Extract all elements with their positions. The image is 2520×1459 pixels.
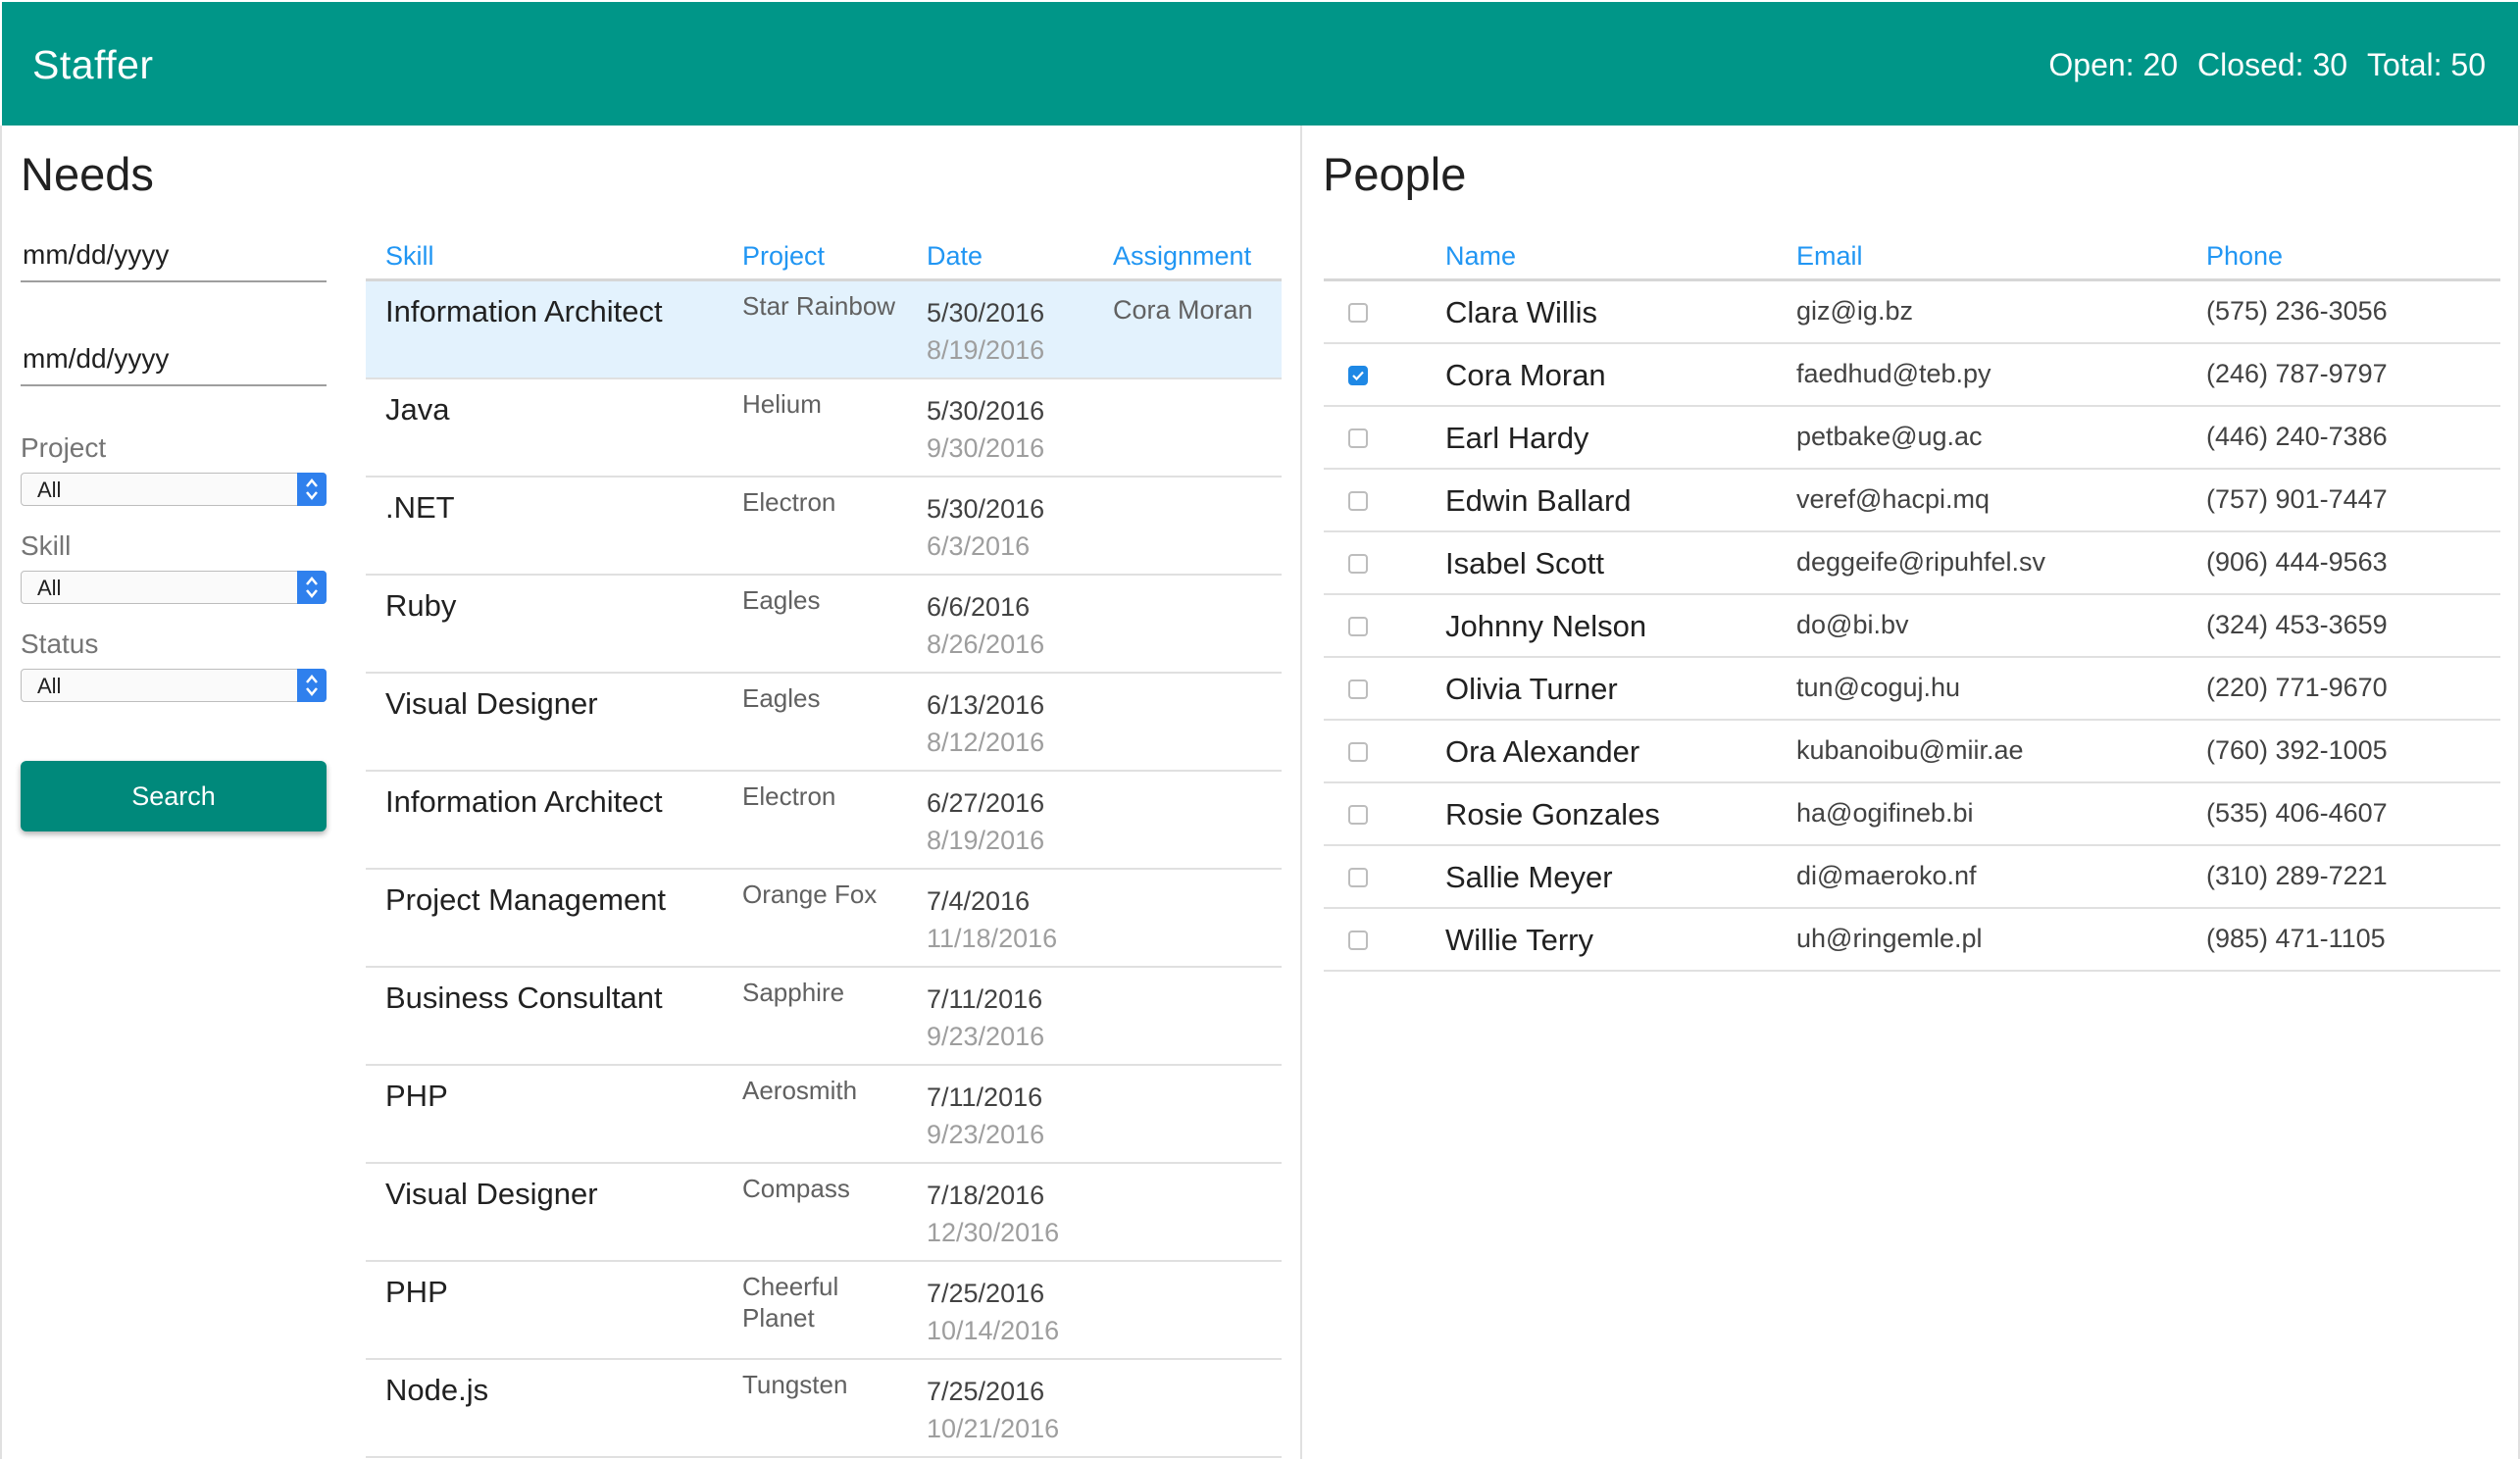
need-end-date: 10/21/2016 bbox=[927, 1414, 1060, 1443]
skill-filter-label: Skill bbox=[21, 530, 72, 561]
skill-select-value: All bbox=[37, 576, 62, 600]
end-date-field[interactable] bbox=[21, 333, 327, 386]
need-end-date: 9/23/2016 bbox=[927, 1022, 1045, 1051]
needs-title: Needs bbox=[21, 148, 154, 200]
needs-row[interactable] bbox=[366, 674, 1282, 772]
people-row[interactable] bbox=[1324, 470, 2500, 532]
checkbox-checked[interactable] bbox=[1348, 366, 1368, 385]
need-project: Compass bbox=[742, 1174, 850, 1203]
need-start-date: 7/11/2016 bbox=[927, 984, 1043, 1014]
checkbox[interactable] bbox=[1348, 554, 1368, 574]
need-skill: Node.js bbox=[385, 1373, 489, 1407]
person-name: Ora Alexander bbox=[1445, 734, 1640, 769]
need-start-date: 7/11/2016 bbox=[927, 1082, 1043, 1112]
pane-divider bbox=[1300, 126, 1302, 1459]
checkbox[interactable] bbox=[1348, 742, 1368, 762]
need-start-date: 7/18/2016 bbox=[927, 1181, 1045, 1210]
person-email: faedhud@teb.py bbox=[1796, 359, 1991, 388]
need-end-date: 9/23/2016 bbox=[927, 1120, 1045, 1149]
people-row[interactable] bbox=[1324, 846, 2500, 909]
needs-col-skill[interactable]: Skill bbox=[385, 241, 434, 271]
people-row[interactable] bbox=[1324, 407, 2500, 470]
need-start-date: 5/30/2016 bbox=[927, 396, 1045, 426]
need-project: Eagles bbox=[742, 683, 821, 713]
need-start-date: 7/25/2016 bbox=[927, 1377, 1045, 1406]
person-email: petbake@ug.ac bbox=[1796, 422, 1983, 451]
need-end-date: 12/30/2016 bbox=[927, 1218, 1060, 1247]
need-end-date: 8/12/2016 bbox=[927, 728, 1045, 757]
person-email: deggeife@ripuhfel.sv bbox=[1796, 547, 2046, 577]
need-skill: PHP bbox=[385, 1079, 448, 1113]
need-skill: Information Architect bbox=[385, 784, 663, 819]
needs-row[interactable] bbox=[366, 379, 1282, 478]
person-name: Sallie Meyer bbox=[1445, 860, 1613, 894]
people-col-name[interactable]: Name bbox=[1445, 241, 1517, 271]
checkbox[interactable] bbox=[1348, 931, 1368, 950]
people-row[interactable] bbox=[1324, 783, 2500, 846]
person-email: kubanoibu@miir.ae bbox=[1796, 735, 2024, 765]
select-arrows-icon bbox=[297, 669, 327, 702]
needs-row[interactable] bbox=[366, 1066, 1282, 1164]
need-project: Eagles bbox=[742, 585, 821, 615]
need-start-date: 6/27/2016 bbox=[927, 788, 1045, 818]
person-name: Edwin Ballard bbox=[1445, 483, 1632, 518]
needs-row[interactable] bbox=[366, 281, 1282, 379]
people-row[interactable] bbox=[1324, 721, 2500, 783]
project-select[interactable] bbox=[21, 473, 327, 506]
select-arrows-icon bbox=[297, 473, 327, 506]
need-skill: Visual Designer bbox=[385, 686, 598, 721]
person-email: tun@coguj.hu bbox=[1796, 673, 1961, 702]
checkbox[interactable] bbox=[1348, 303, 1368, 323]
checkbox[interactable] bbox=[1348, 805, 1368, 825]
need-start-date: 7/25/2016 bbox=[927, 1279, 1045, 1308]
need-skill: Visual Designer bbox=[385, 1177, 598, 1211]
person-email: ha@ogifineb.bi bbox=[1796, 798, 1974, 828]
need-project: Helium bbox=[742, 389, 822, 419]
select-arrows-icon bbox=[297, 571, 327, 604]
status-filter-label: Status bbox=[21, 629, 99, 659]
need-project: Orange Fox bbox=[742, 880, 878, 909]
need-start-date: 5/30/2016 bbox=[927, 298, 1045, 327]
person-email: di@maeroko.nf bbox=[1796, 861, 1977, 890]
person-phone: (446) 240-7386 bbox=[2206, 422, 2388, 451]
needs-col-project[interactable]: Project bbox=[742, 241, 826, 271]
stats-summary bbox=[2048, 43, 2486, 86]
people-row[interactable] bbox=[1324, 909, 2500, 972]
need-project: Electron bbox=[742, 781, 836, 811]
person-email: veref@hacpi.mq bbox=[1796, 484, 1990, 514]
status-select[interactable] bbox=[21, 669, 327, 702]
app-header bbox=[2, 2, 2518, 126]
need-end-date: 6/3/2016 bbox=[927, 531, 1031, 561]
person-name: Cora Moran bbox=[1445, 358, 1606, 392]
start-date-field[interactable] bbox=[21, 229, 327, 282]
person-phone: (535) 406-4607 bbox=[2206, 798, 2388, 828]
checkbox[interactable] bbox=[1348, 679, 1368, 699]
person-email: do@bi.bv bbox=[1796, 610, 1909, 639]
need-skill: Java bbox=[385, 392, 450, 427]
status-select-value: All bbox=[37, 674, 62, 698]
need-start-date: 5/30/2016 bbox=[927, 494, 1045, 524]
need-project: Aerosmith bbox=[742, 1076, 858, 1105]
need-end-date: 10/14/2016 bbox=[927, 1316, 1060, 1345]
needs-col-assignment[interactable]: Assignment bbox=[1113, 241, 1252, 271]
person-name: Johnny Nelson bbox=[1445, 609, 1647, 643]
need-project: Tungsten bbox=[742, 1370, 848, 1399]
need-project: Sapphire bbox=[742, 978, 845, 1007]
checkbox[interactable] bbox=[1348, 868, 1368, 887]
need-skill: Information Architect bbox=[385, 294, 663, 328]
person-phone: (220) 771-9670 bbox=[2206, 673, 2388, 702]
need-project: Star Rainbow bbox=[742, 291, 896, 321]
need-assignment: Cora Moran bbox=[1113, 295, 1253, 325]
people-row[interactable] bbox=[1324, 658, 2500, 721]
need-skill: Project Management bbox=[385, 882, 667, 917]
people-col-email[interactable]: Email bbox=[1796, 241, 1863, 271]
person-phone: (906) 444-9563 bbox=[2206, 547, 2388, 577]
need-skill: Ruby bbox=[385, 588, 457, 623]
need-end-date: 8/19/2016 bbox=[927, 826, 1045, 855]
need-end-date: 9/30/2016 bbox=[927, 433, 1045, 463]
need-project: Cheerful Planet bbox=[742, 1272, 839, 1333]
person-phone: (324) 453-3659 bbox=[2206, 610, 2388, 639]
need-end-date: 8/19/2016 bbox=[927, 335, 1045, 365]
skill-select[interactable] bbox=[21, 571, 327, 604]
checkbox[interactable] bbox=[1348, 428, 1368, 448]
needs-row[interactable] bbox=[366, 772, 1282, 870]
app-title: Staffer bbox=[32, 42, 154, 87]
needs-row[interactable] bbox=[366, 1164, 1282, 1262]
need-end-date: 11/18/2016 bbox=[927, 924, 1058, 953]
people-col-phone[interactable]: Phone bbox=[2206, 241, 2284, 271]
need-start-date: 6/6/2016 bbox=[927, 592, 1031, 622]
checkbox[interactable] bbox=[1348, 491, 1368, 511]
person-name: Willie Terry bbox=[1445, 923, 1593, 957]
person-phone: (246) 787-9797 bbox=[2206, 359, 2388, 388]
people-row[interactable] bbox=[1324, 281, 2500, 344]
open-count: Open: 20 bbox=[2048, 47, 2179, 82]
needs-row[interactable] bbox=[366, 576, 1282, 674]
need-start-date: 7/4/2016 bbox=[927, 886, 1031, 916]
need-skill: Business Consultant bbox=[385, 981, 663, 1015]
need-skill: .NET bbox=[385, 490, 455, 525]
person-name: Rosie Gonzales bbox=[1445, 797, 1660, 831]
needs-row[interactable] bbox=[366, 478, 1282, 576]
search-button[interactable]: Search bbox=[21, 761, 327, 831]
needs-row[interactable] bbox=[366, 1360, 1282, 1458]
need-start-date: 6/13/2016 bbox=[927, 690, 1045, 720]
needs-row[interactable] bbox=[366, 968, 1282, 1066]
person-name: Earl Hardy bbox=[1445, 421, 1589, 455]
people-title: People bbox=[1323, 148, 1467, 200]
person-phone: (575) 236-3056 bbox=[2206, 296, 2388, 326]
person-name: Isabel Scott bbox=[1445, 546, 1604, 580]
people-row[interactable] bbox=[1324, 344, 2500, 407]
people-row[interactable] bbox=[1324, 595, 2500, 658]
need-project: Electron bbox=[742, 487, 836, 517]
person-name: Clara Willis bbox=[1445, 295, 1597, 329]
total-count: Total: 50 bbox=[2367, 47, 2486, 82]
needs-row[interactable] bbox=[366, 1262, 1282, 1360]
project-select-value: All bbox=[37, 478, 62, 502]
project-filter-label: Project bbox=[21, 432, 107, 463]
person-email: uh@ringemle.pl bbox=[1796, 924, 1983, 953]
person-email: giz@ig.bz bbox=[1796, 296, 1913, 326]
needs-row[interactable] bbox=[366, 870, 1282, 968]
need-end-date: 8/26/2016 bbox=[927, 629, 1045, 659]
person-name: Olivia Turner bbox=[1445, 672, 1618, 706]
needs-col-date[interactable]: Date bbox=[927, 241, 983, 271]
person-phone: (985) 471-1105 bbox=[2206, 924, 2386, 953]
need-skill: PHP bbox=[385, 1275, 448, 1309]
person-phone: (760) 392-1005 bbox=[2206, 735, 2388, 765]
closed-count: Closed: 30 bbox=[2197, 47, 2348, 82]
checkbox[interactable] bbox=[1348, 617, 1368, 636]
frame-border-left bbox=[0, 126, 2, 1459]
people-row[interactable] bbox=[1324, 532, 2500, 595]
person-phone: (757) 901-7447 bbox=[2206, 484, 2388, 514]
checkmark-icon bbox=[1351, 369, 1365, 382]
person-phone: (310) 289-7221 bbox=[2206, 861, 2388, 890]
